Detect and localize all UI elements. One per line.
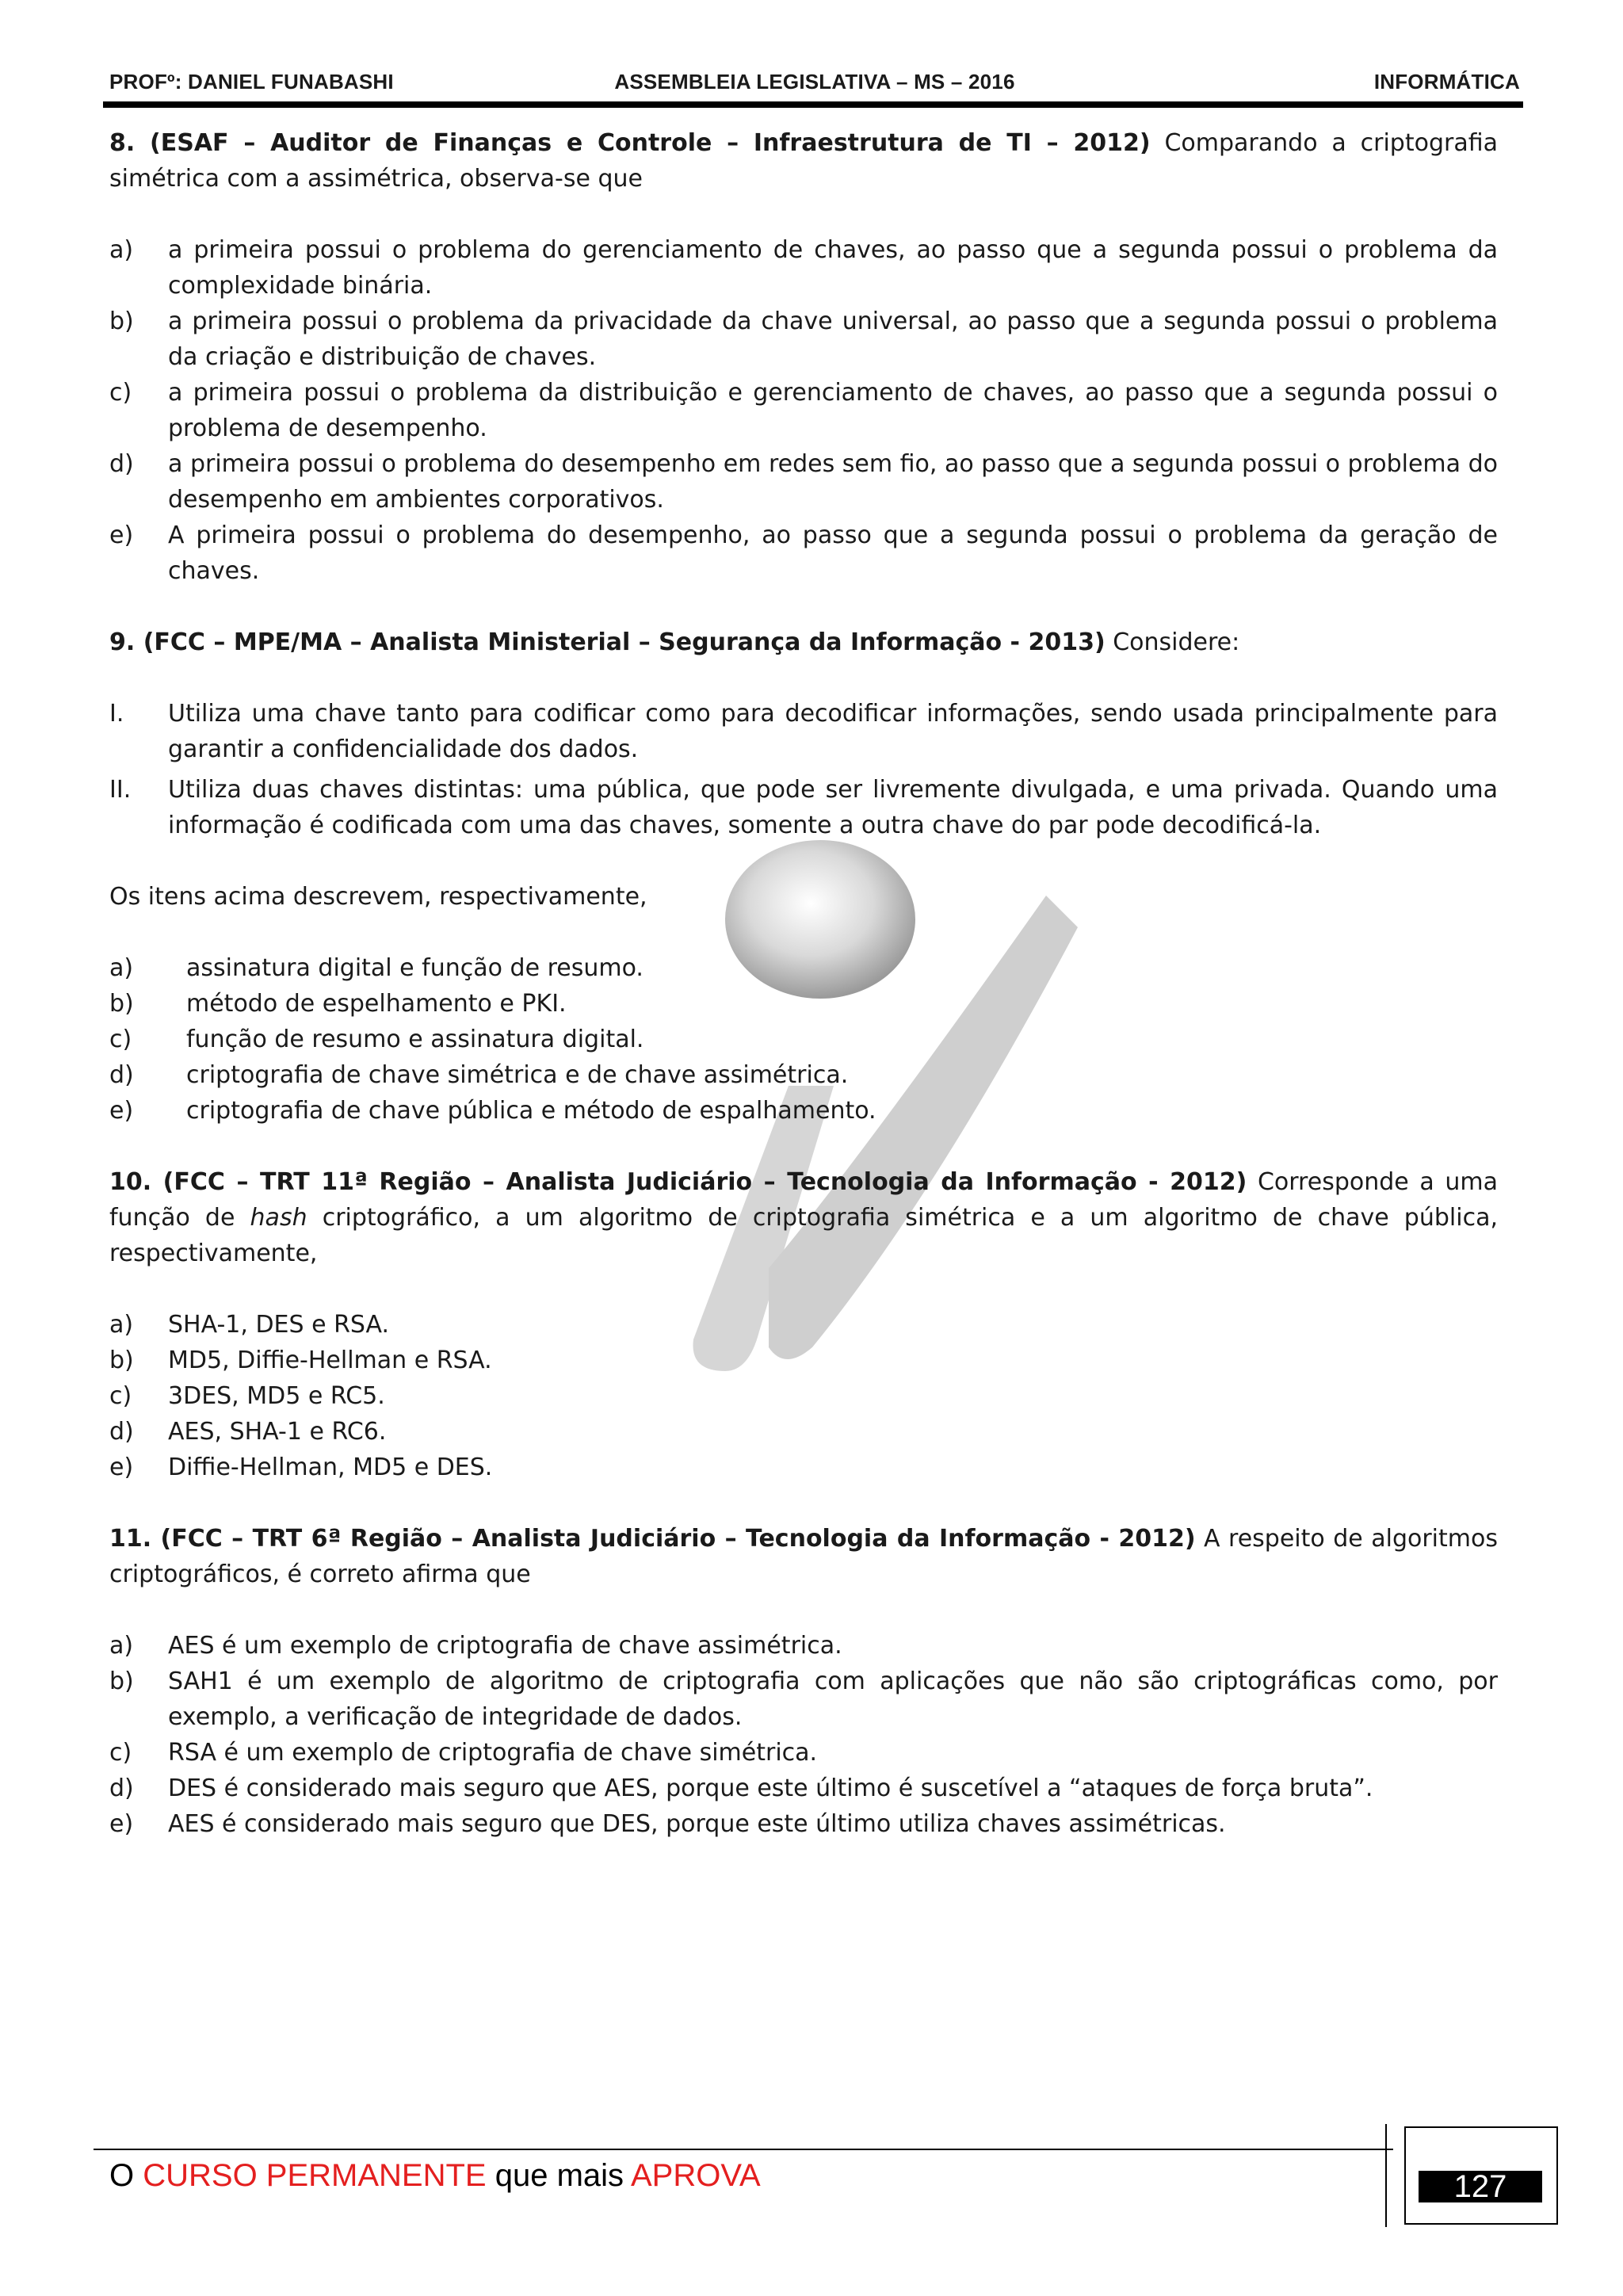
option-letter: b) <box>109 990 134 1018</box>
statement-number: I. <box>109 700 124 728</box>
header-subject: INFORMÁTICA <box>1373 70 1520 94</box>
option-item <box>109 1771 1498 1806</box>
page-content <box>109 125 1498 1842</box>
option-item <box>109 304 1498 375</box>
option-text: AES é considerado mais seguro que DES, porque este último utiliza chaves assimétricas. <box>168 1810 1226 1838</box>
slogan-highlight: APROVA <box>630 2158 761 2193</box>
header-exam-title: ASSEMBLEIA LEGISLATIVA – MS – 2016 <box>614 70 1015 94</box>
slogan-part: O <box>109 2158 143 2193</box>
footer-divider <box>1385 2124 1387 2227</box>
statement-item <box>109 772 1498 843</box>
question-10-text-hash: hash <box>250 1204 307 1232</box>
option-text: SHA-1, DES e RSA. <box>168 1311 390 1339</box>
page-number: 127 <box>1419 2171 1542 2202</box>
question-9-heading: 9. (FCC – MPE/MA – Analista Ministerial – Segurança da Informação - 2013) <box>109 628 1106 656</box>
option-letter: d) <box>109 450 134 478</box>
option-text: a primeira possui o problema da privacidade da chave universal, ao passo que a segunda possui o problema da criação e distribuição de chaves. <box>168 308 1498 371</box>
question-10-options <box>109 1307 1498 1485</box>
option-text: MD5, Diffie-Hellman e RSA. <box>168 1347 492 1374</box>
option-letter: a) <box>109 236 134 264</box>
option-text: RSA é um exemplo de criptografia de chave simétrica. <box>168 1739 818 1767</box>
option-item <box>109 1022 1498 1057</box>
option-item <box>109 1307 1498 1343</box>
question-9-statements <box>109 696 1498 843</box>
page-number-box <box>1404 2126 1558 2225</box>
option-text: criptografia de chave pública e método de espalhamento. <box>186 1097 876 1125</box>
option-item <box>109 1414 1498 1450</box>
option-item <box>109 1057 1498 1093</box>
footer-slogan <box>109 2158 761 2194</box>
option-text: DES é considerado mais seguro que AES, porque este último é suscetível a “ataques de força bruta”. <box>168 1775 1373 1802</box>
option-letter: d) <box>109 1775 134 1802</box>
option-letter: b) <box>109 1347 134 1374</box>
option-item <box>109 518 1498 589</box>
footer-rule <box>94 2149 1393 2150</box>
option-text: a primeira possui o problema do gerenciamento de chaves, ao passo que a segunda possui o problema da complexidade binária. <box>168 236 1498 300</box>
question-11-heading: 11. (FCC – TRT 6ª Região – Analista Judiciário – Tecnologia da Informação - 2012) <box>109 1525 1196 1553</box>
question-9-prompt: Os itens acima descrevem, respectivamente, <box>109 883 647 911</box>
question-8-stem <box>109 125 1498 197</box>
option-text: SAH1 é um exemplo de algoritmo de criptografia com aplicações que não são criptográficas como, por exemplo, a verificação de integridade de dados. <box>168 1668 1498 1731</box>
option-text: A primeira possui o problema do desempenho, ao passo que a segunda possui o problema da geração de chaves. <box>168 521 1498 585</box>
option-letter: a) <box>109 1311 134 1339</box>
option-item <box>109 1378 1498 1414</box>
question-11-options <box>109 1628 1498 1842</box>
option-letter: a) <box>109 954 134 982</box>
option-item <box>109 1450 1498 1485</box>
question-8-options <box>109 232 1498 589</box>
option-letter: e) <box>109 1810 134 1838</box>
option-letter: c) <box>109 1382 132 1410</box>
question-8-text: Comparando a criptografia simétrica com a assimétrica, observa-se que <box>109 129 1498 193</box>
option-letter: b) <box>109 1668 134 1695</box>
question-10-stem <box>109 1164 1498 1271</box>
question-10-text-a: Corresponde a uma função de <box>109 1168 1498 1232</box>
option-item <box>109 375 1498 446</box>
question-10-text-b: criptográfico, a um algoritmo de criptografia simétrica e a um algoritmo de chave pública, respectivamente, <box>109 1204 1498 1267</box>
question-11-stem <box>109 1521 1498 1592</box>
option-item <box>109 986 1498 1022</box>
option-item <box>109 1664 1498 1735</box>
option-text: 3DES, MD5 e RC5. <box>168 1382 385 1410</box>
option-letter: c) <box>109 1026 132 1053</box>
option-text: Diffie-Hellman, MD5 e DES. <box>168 1454 493 1481</box>
header-professor: PROFº: DANIEL FUNABASHI <box>109 70 394 94</box>
option-text: assinatura digital e função de resumo. <box>186 954 643 982</box>
option-letter: e) <box>109 1097 134 1125</box>
statement-item <box>109 696 1498 767</box>
option-item <box>109 1343 1498 1378</box>
option-text: criptografia de chave simétrica e de chave assimétrica. <box>186 1061 849 1089</box>
statement-text: Utiliza duas chaves distintas: uma pública, que pode ser livremente divulgada, e uma privada. Quando uma informação é codificada com uma das chaves, somente a outra chave do par pode decodificá-la. <box>168 776 1498 839</box>
question-10-heading: 10. (FCC – TRT 11ª Região – Analista Judiciário – Tecnologia da Informação - 2012) <box>109 1168 1247 1196</box>
question-9-stem <box>109 625 1498 660</box>
option-letter: d) <box>109 1061 134 1089</box>
option-text: a primeira possui o problema do desempenho em redes sem fio, ao passo que a segunda possui o problema do desempenho em ambientes corporativos. <box>168 450 1498 514</box>
slogan-part: que mais <box>486 2158 631 2193</box>
option-item <box>109 1806 1498 1842</box>
option-letter: e) <box>109 521 134 549</box>
option-text: a primeira possui o problema da distribuição e gerenciamento de chaves, ao passo que a segunda possui o problema de desempenho. <box>168 379 1498 442</box>
option-text: função de resumo e assinatura digital. <box>186 1026 644 1053</box>
option-item <box>109 1093 1498 1129</box>
option-item <box>109 232 1498 304</box>
option-letter: c) <box>109 379 132 407</box>
question-9-options <box>109 950 1498 1129</box>
question-8-heading: 8. (ESAF – Auditor de Finanças e Controle – Infraestrutura de TI – 2012) <box>109 129 1151 157</box>
option-item <box>109 446 1498 518</box>
option-item <box>109 950 1498 986</box>
page-header <box>109 70 1520 101</box>
option-item <box>109 1628 1498 1664</box>
option-letter: d) <box>109 1418 134 1446</box>
option-text: AES é um exemplo de criptografia de chave assimétrica. <box>168 1632 842 1660</box>
option-text: AES, SHA-1 e RC6. <box>168 1418 387 1446</box>
question-11-text: A respeito de algoritmos criptográficos, é correto afirma que <box>109 1525 1498 1588</box>
header-rule <box>103 101 1523 108</box>
option-letter: a) <box>109 1632 134 1660</box>
slogan-highlight: CURSO PERMANENTE <box>143 2158 487 2193</box>
option-letter: c) <box>109 1739 132 1767</box>
statement-text: Utiliza uma chave tanto para codificar como para decodificar informações, sendo usada principalmente para garantir a confidencialidade dos dados. <box>168 700 1498 763</box>
option-letter: e) <box>109 1454 134 1481</box>
option-text: método de espelhamento e PKI. <box>186 990 567 1018</box>
question-9-text: Considere: <box>1105 628 1240 656</box>
statement-number: II. <box>109 776 132 804</box>
option-item <box>109 1735 1498 1771</box>
option-letter: b) <box>109 308 134 335</box>
